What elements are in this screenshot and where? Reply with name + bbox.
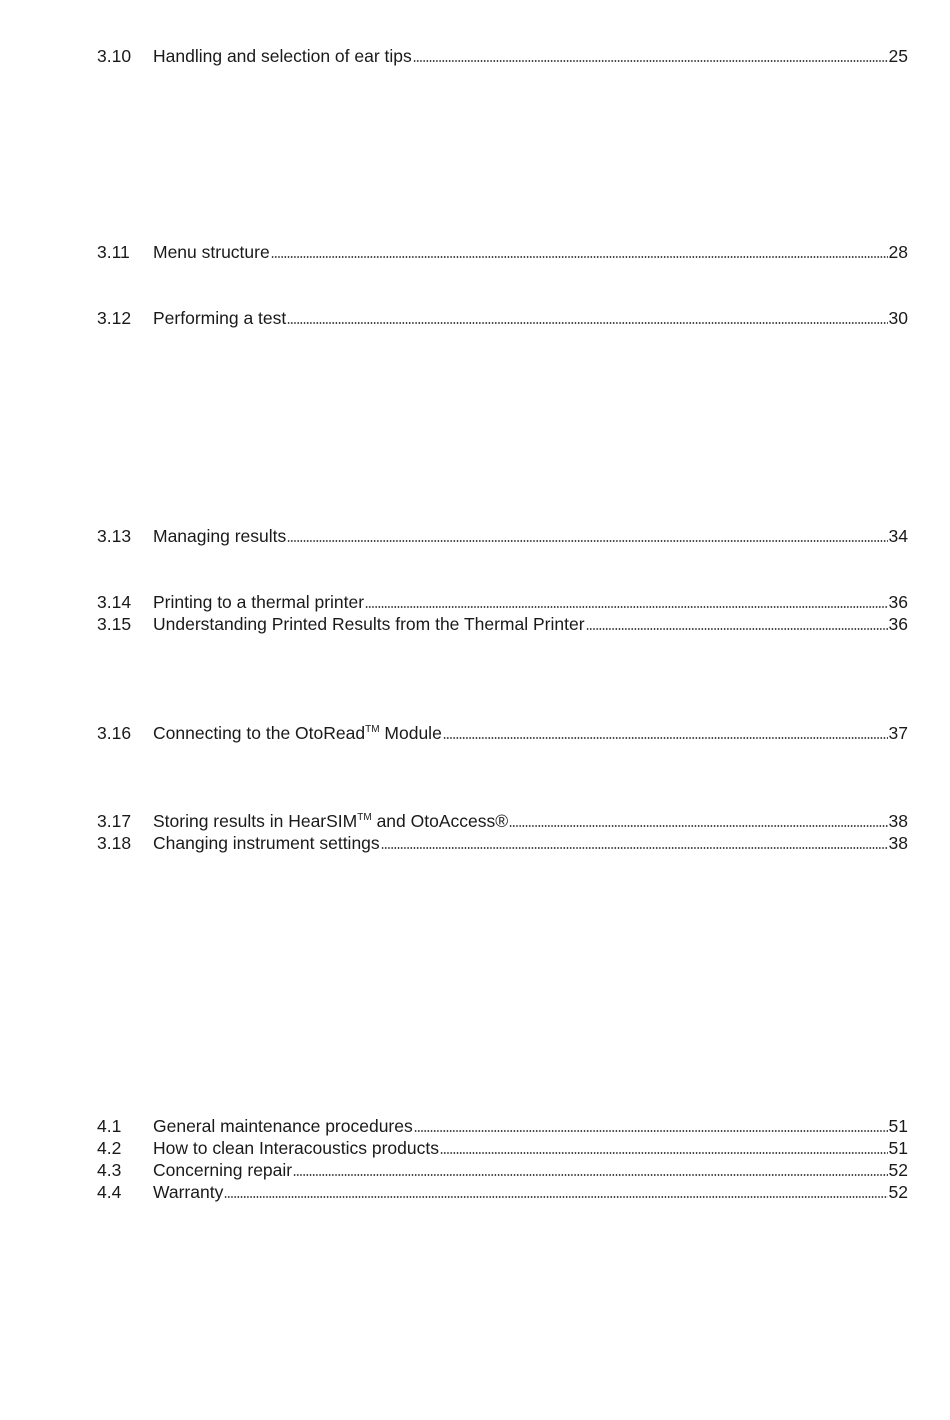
toc-entry-3-14[interactable] [97, 591, 908, 613]
toc-entry-3-13[interactable] [97, 525, 908, 547]
toc-entry-3-10[interactable] [97, 45, 908, 67]
toc-entry-3-18[interactable] [97, 832, 908, 854]
toc-entry-page: 30 [888, 308, 908, 328]
toc-entry-title: Menu structure [153, 242, 270, 262]
toc-entry-page: 52 [888, 1182, 908, 1202]
toc-entry-page: 37 [888, 723, 908, 743]
toc-entry-title: Managing results [153, 526, 287, 546]
dot-leader [293, 1173, 887, 1177]
toc-entry-page: 52 [888, 1160, 908, 1180]
toc-entry-4-3[interactable] [97, 1159, 908, 1181]
dot-leader [271, 255, 888, 259]
toc-entry-3-16[interactable] [97, 722, 908, 744]
toc-entry-page: 28 [888, 242, 908, 262]
toc-entry-3-17[interactable] [97, 810, 908, 832]
dot-leader [287, 539, 887, 543]
toc-entry-page: 36 [888, 614, 908, 634]
toc-entry-title: Understanding Printed Results from the Thermal Printer [153, 614, 585, 634]
dot-leader [586, 627, 888, 631]
toc-entry-title: Performing a test [153, 308, 287, 328]
toc-entry-number: 3.11 [97, 242, 130, 262]
toc-entry-number: 4.1 [97, 1116, 122, 1136]
toc-entry-4-2[interactable] [97, 1137, 908, 1159]
toc-entry-3-11[interactable] [97, 241, 908, 263]
toc-entry-4-1[interactable] [97, 1115, 908, 1137]
dot-leader [365, 605, 887, 609]
toc-entry-title: Handling and selection of ear tips [153, 46, 412, 66]
toc-entry-number: 4.4 [97, 1182, 122, 1202]
dot-leader [414, 1129, 888, 1133]
dot-leader [443, 736, 888, 740]
toc-entry-title-text: Module [379, 723, 442, 743]
toc-entry-page: 34 [888, 526, 908, 546]
toc-entry-number: 3.17 [97, 811, 132, 831]
toc-entry-number: 3.18 [97, 833, 132, 853]
toc-entry-title-text: Storing results in HearSIM [153, 811, 358, 831]
toc-entry-title: How to clean Interacoustics products [153, 1138, 439, 1158]
toc-entry-3-15[interactable] [97, 613, 908, 635]
toc-entry-title [153, 810, 508, 832]
toc-entry-page: 51 [888, 1116, 908, 1136]
dot-leader [509, 824, 887, 828]
trademark-superscript: TM [357, 812, 372, 824]
toc-entry-3-12[interactable] [97, 307, 908, 329]
toc-entry-title [153, 722, 442, 744]
trademark-superscript: TM [365, 724, 380, 736]
toc-entry-number: 3.16 [97, 723, 132, 743]
toc-entry-page: 38 [888, 833, 908, 853]
toc-entry-page: 25 [888, 46, 908, 66]
toc-entry-number: 4.2 [97, 1138, 122, 1158]
toc-entry-title: Concerning repair [153, 1160, 293, 1180]
toc-entry-title-text: Connecting to the OtoRead [153, 723, 366, 743]
toc-entry-title: Changing instrument settings [153, 833, 380, 853]
toc-entry-title-text: and OtoAccess® [371, 811, 509, 831]
dot-leader [413, 59, 888, 63]
toc-entry-page: 38 [888, 811, 908, 831]
toc-entry-4-4[interactable] [97, 1181, 908, 1203]
toc-entry-number: 3.12 [97, 308, 132, 328]
toc-entry-number: 3.13 [97, 526, 132, 546]
toc-entry-title: Printing to a thermal printer [153, 592, 365, 612]
toc-entry-number: 3.15 [97, 614, 132, 634]
toc-entry-number: 3.10 [97, 46, 132, 66]
toc-entry-title: General maintenance procedures [153, 1116, 413, 1136]
toc-entry-page: 36 [888, 592, 908, 612]
toc-entry-page: 51 [888, 1138, 908, 1158]
dot-leader [224, 1195, 887, 1199]
dot-leader [440, 1151, 888, 1155]
toc-entry-title: Warranty [153, 1182, 224, 1202]
toc-entry-number: 3.14 [97, 592, 132, 612]
dot-leader [381, 846, 888, 850]
toc-entry-number: 4.3 [97, 1160, 122, 1180]
dot-leader [287, 321, 887, 325]
